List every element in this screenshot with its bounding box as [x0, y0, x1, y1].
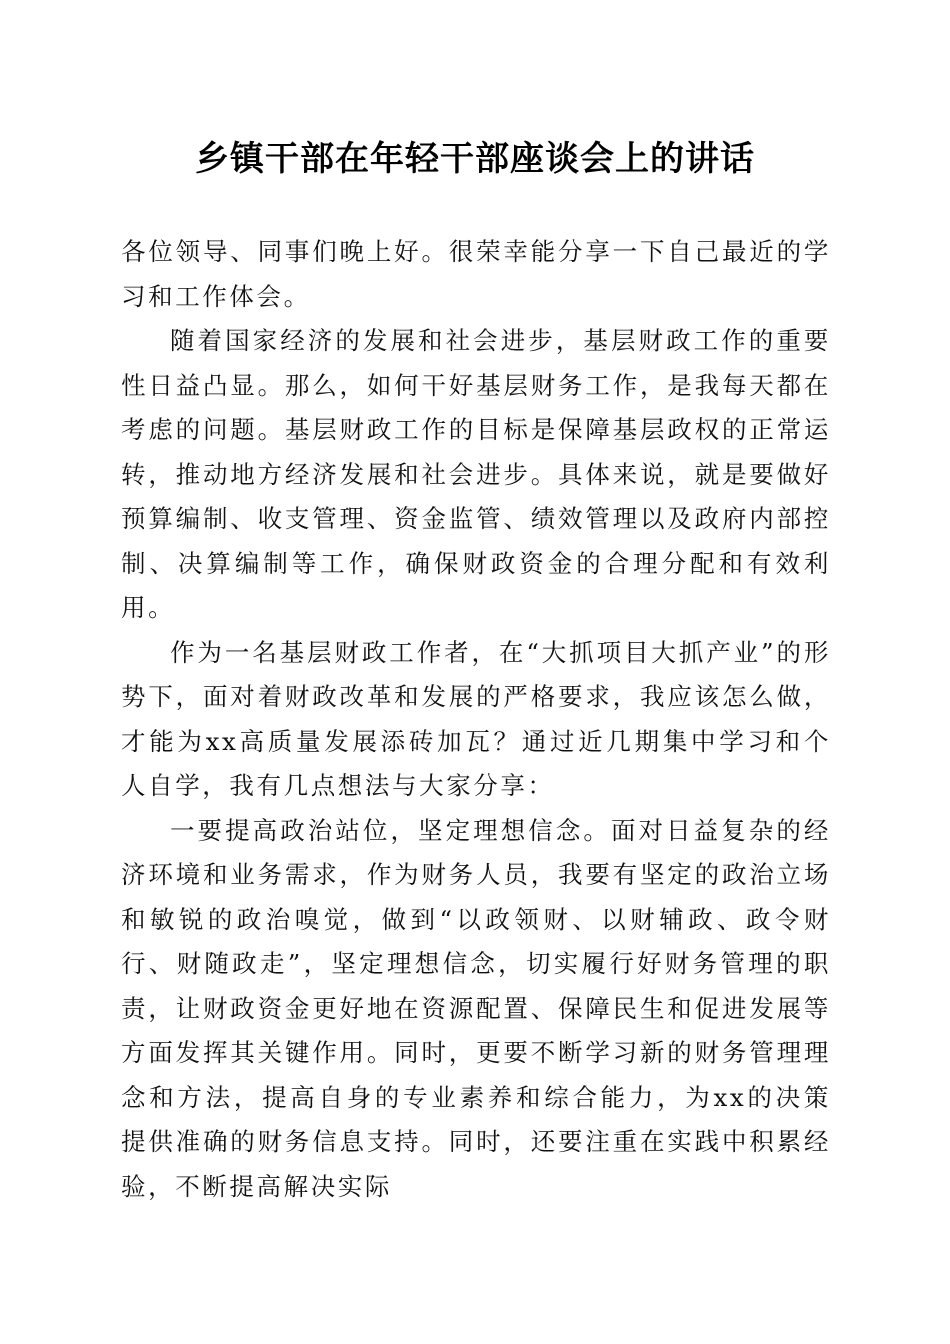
document-body: [121, 230, 831, 1209]
document-title: 乡镇干部在年轻干部座谈会上的讲话: [195, 139, 755, 179]
paragraph-finance-importance: 随着国家经济的发展和社会进步，基层财政工作的重要性日益凸显。那么，如何干好基层财务工作，是我每天都在考虑的问题。基层财政工作的目标是保障基层政权的正常运转，推动地方经济发展和社会进步。具体来说，就是要做好预算编制、收支管理、资金监管、绩效管理以及政府内部控制、决算编制等工作，确保财政资金的合理分配和有效利用。: [121, 326, 831, 622]
paragraph-greeting: 各位领导、同事们晚上好。很荣幸能分享一下自己最近的学习和工作体会。: [121, 237, 831, 311]
paragraph-role-reflection: 作为一名基层财政工作者，在“大抓项目大抓产业”的形势下，面对着财政改革和发展的严格要求，我应该怎么做，才能为xx高质量发展添砖加瓦？通过近几期集中学习和个人自学，我有几点想法与大家分享：: [121, 637, 831, 800]
paragraph-point-one: 一要提高政治站位，坚定理想信念。面对日益复杂的经济环境和业务需求，作为财务人员，我要有坚定的政治立场和敏锐的政治嗅觉，做到“以政领财、以财辅政、政令财行、财随政走”，坚定理想信念，切实履行好财务管理的职责，让财政资金更好地在资源配置、保障民生和促进发展等方面发挥其关键作用。同时，更要不断学习新的财务管理理念和方法，提高自身的专业素养和综合能力，为xx的决策提供准确的财务信息支持。同时，还要注重在实践中积累经验，不断提高解决实际: [121, 815, 831, 1201]
